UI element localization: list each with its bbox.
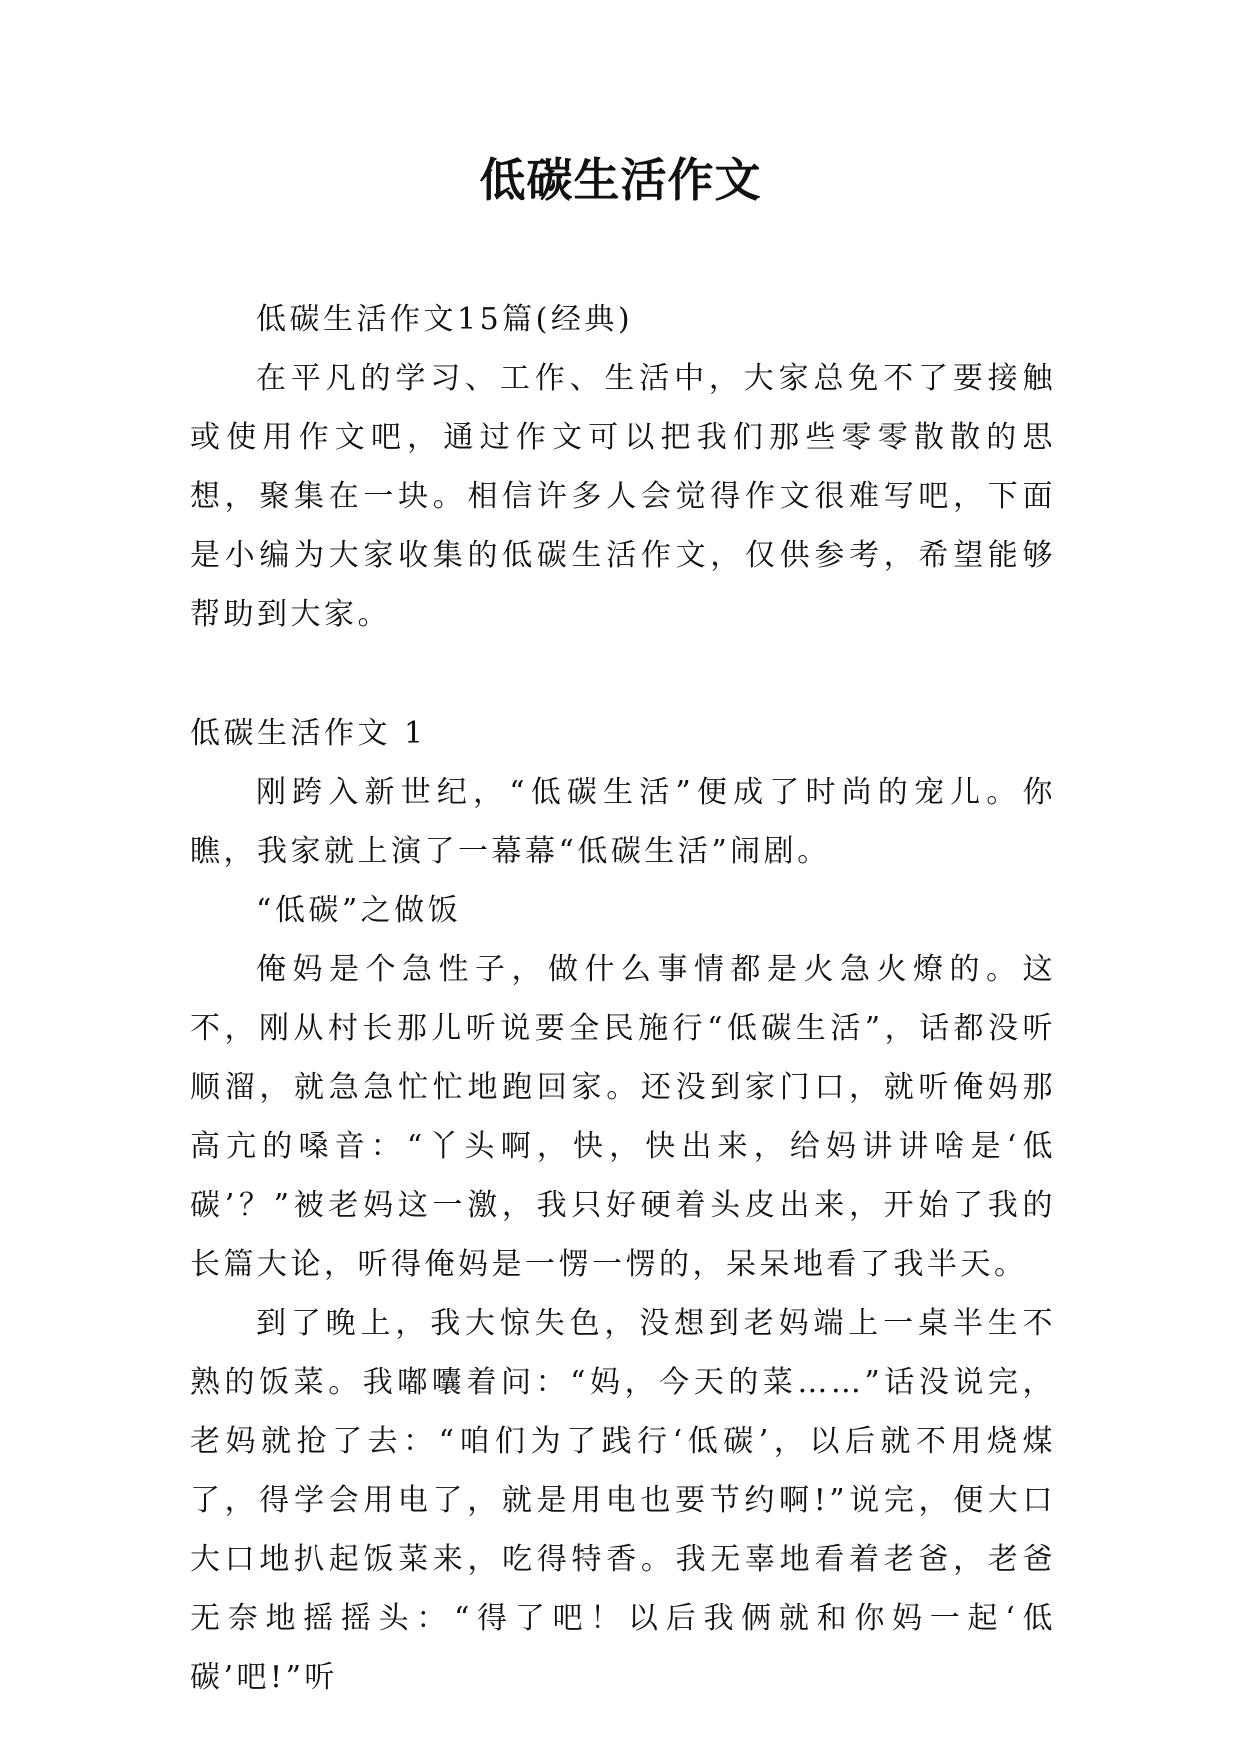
- body-paragraph: 刚跨入新世纪，“低碳生活”便成了时尚的宠儿。你瞧，我家就上演了一幕幕“低碳生活”闹剧。: [190, 775, 1056, 869]
- document-title: 低碳生活作文: [479, 153, 762, 207]
- section-spacer: [190, 644, 1056, 704]
- subheading-paragraph: “低碳”之做饭: [256, 893, 462, 928]
- intro-paragraph: 在平凡的学习、工作、生活中，大家总免不了要接触或使用作文吧，通过作文可以把我们那些零零散散的思想，聚集在一块。相信许多人会觉得作文很难写吧，下面是小编为大家收集的低碳生活作文，仅供参考，希望能够帮助到大家。: [190, 361, 1056, 632]
- body-paragraph: 到了晚上，我大惊失色，没想到老妈端上一桌半生不熟的饭菜。我嘟囔着问：“妈，今天的菜……”话没说完，老妈就抢了去：“咱们为了践行‘低碳’，以后就不用烧煤了，得学会用电了，就是用电也要节约啊!”说完，便大口大口地扒起饭菜来，吃得特香。我无辜地看着老爸，老爸无奈地摇摇头：“得了吧！以后我俩就和你妈一起‘低碳’吧!”听: [190, 1306, 1056, 1695]
- section-heading: 低碳生活作文 1: [190, 716, 427, 751]
- subtitle-paragraph: 低碳生活作文15篇(经典): [256, 302, 634, 337]
- body-paragraph: 俺妈是个急性子，做什么事情都是火急火燎的。这不，刚从村长那儿听说要全民施行“低碳生活”，话都没听顺溜，就急急忙忙地跑回家。还没到家门口，就听俺妈那高亢的嗓音：“丫头啊，快，快出来，给妈讲讲啥是‘低碳’？”被老妈这一激，我只好硬着头皮出来，开始了我的长篇大论，听得俺妈是一愣一愣的，呆呆地看了我半天。: [190, 952, 1056, 1282]
- document-body: [190, 290, 1056, 1707]
